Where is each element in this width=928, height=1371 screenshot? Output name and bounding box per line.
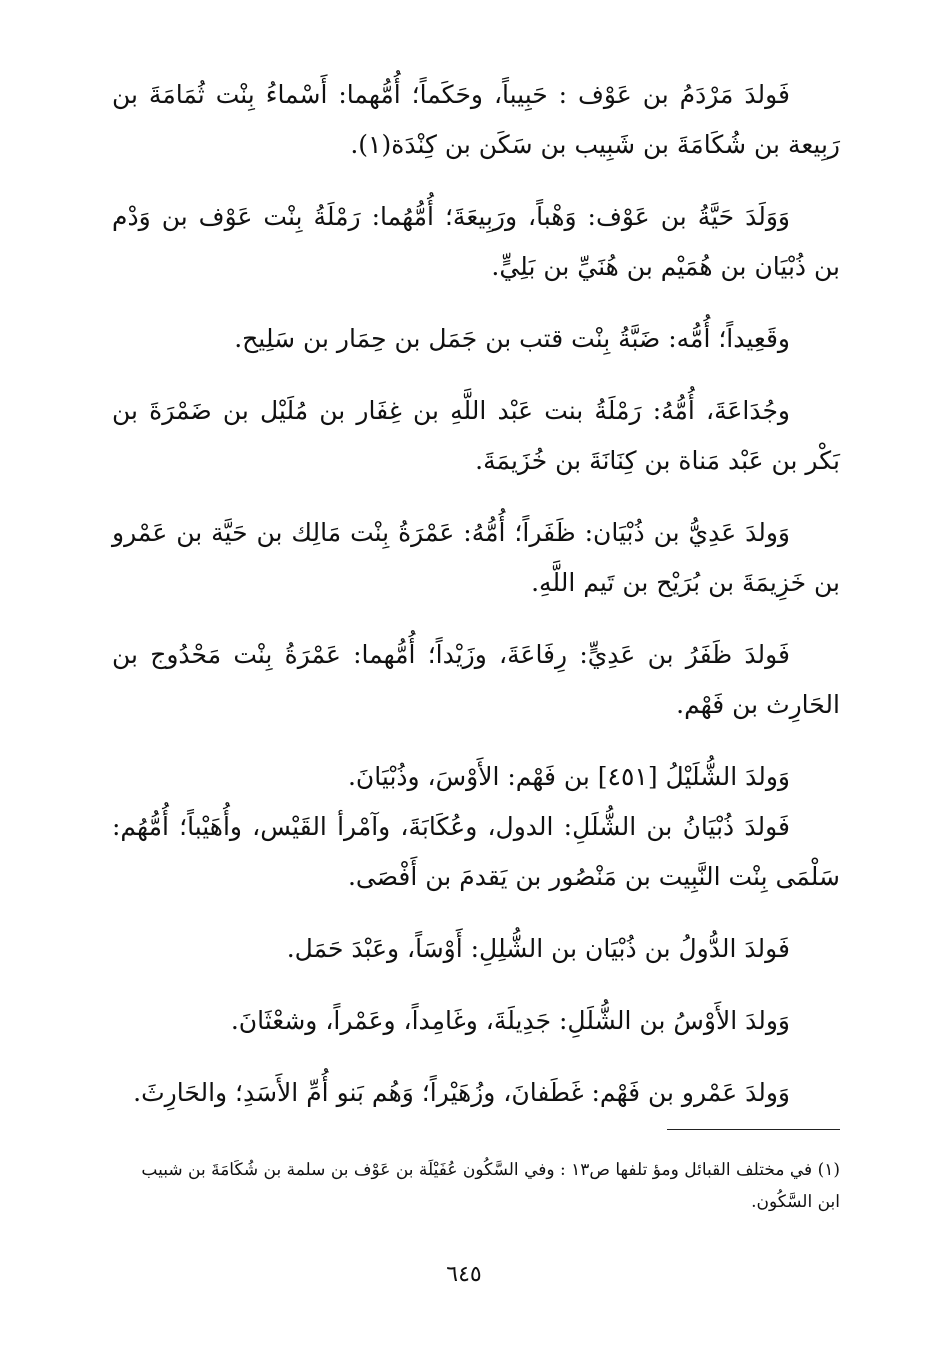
paragraph-3: وقَعِيداً؛ أُمُّه: ضَبَّةُ بِنْت قتب بن جَمَل بن حِمَار بن سَلِيح. <box>234 324 790 353</box>
paragraph-8: فَولدَ ذُبْيَانُ بن الشُّلَلِ: الدول، وعُكَابَةَ، وآمْرأ القَيْس، وأُهَيْباً؛ أُمُّهُم: سَلْمَى بِنْت النَّبِيت بن مَنْصُور بن يَقدمَ بن أَفْصَى. <box>112 812 840 891</box>
page-number: ٦٤٥ <box>446 1262 482 1287</box>
footnote <box>130 1154 840 1218</box>
main-text <box>112 70 840 1118</box>
paragraph-2: وَوَلَدَ حَيَّةُ بن عَوْف: وَهْباً، ورَبِيعَةَ؛ أُمُّهُما: رَمْلَةُ بِنْت عَوْف بن وَدْم بن ذُبْيَان بن هُمَيْم بن هُنَيِّ بن بَلِيٍّ. <box>112 202 840 281</box>
paragraph-4: وجُدَاعَةَ، أُمُّهُ: رَمْلَةُ بنت عَبْد اللَّهِ بن غِفَار بن مُلَيْل بن ضَمْرَةَ بن بَكْر بن عَبْد مَناة بن كِنَانَةَ بن خُزَيمَةَ. <box>112 396 840 475</box>
footnote-line-1: (١) في مختلف القبائل ومؤ تلفها ص١٣ : وفي السَّكُون عُفَيْلَة بن عَوْف بن سلمة بن شُكَامَةَ بن شبيب <box>141 1160 840 1180</box>
footnote-divider <box>667 1129 840 1130</box>
paragraph-10: وَولدَ الأَوْسُ بن الشُّلَلِ: جَدِيلَةَ، وغَامِداً، وعَمْراً، وشعْثَانَ. <box>230 1006 790 1035</box>
paragraph-6: فَولدَ ظَفَرُ بن عَدِيٍّ: رِفَاعَةَ، وزَيْداً؛ أُمُّهما: عَمْرَةُ بِنْت مَحْدُوج بن الحَارِث بن فَهْم. <box>112 640 840 719</box>
paragraph-5: وَولدَ عَدِيُّ بن ذُبْيَان: ظَفَراً؛ أُمُّهُ: عَمْرَةُ بِنْت مَالِك بن حَيَّة بن عَمْرو بن خَزِيمَةَ بن بُرَيْح بن تَيم اللَّهِ. <box>112 518 840 597</box>
paragraph-11: وَولدَ عَمْرو بن فَهْم: غَطَفانَ، وزُهَيْراً؛ وَهُم بَنو أُمِّ الأَسَدِ؛ والحَارِثَ. <box>133 1078 790 1107</box>
footnote-line-2: ابن السَّكُون. <box>751 1192 840 1212</box>
paragraph-9: فَولدَ الدُّولُ بن ذُبْيَان بن الشُّلِلِ: أَوْسَاً، وعَبْدَ حَمَل. <box>286 934 790 963</box>
paragraph-1: فَولدَ مَرْدَمُ بن عَوْف : حَبِيباً، وحَكَماً؛ أُمُّهما: أَسْماءُ بِنْت ثُمَامَةَ بن رَبِيعة بن شُكَامَةَ بن شَبِيب بن سَكَن بن كِنْدَة(١). <box>112 80 840 159</box>
paragraph-7: وَولدَ الشُّلَيْلُ [٤٥١] بن فَهْم: الأَوْسَ، وذُبْيَانَ. <box>347 762 790 791</box>
